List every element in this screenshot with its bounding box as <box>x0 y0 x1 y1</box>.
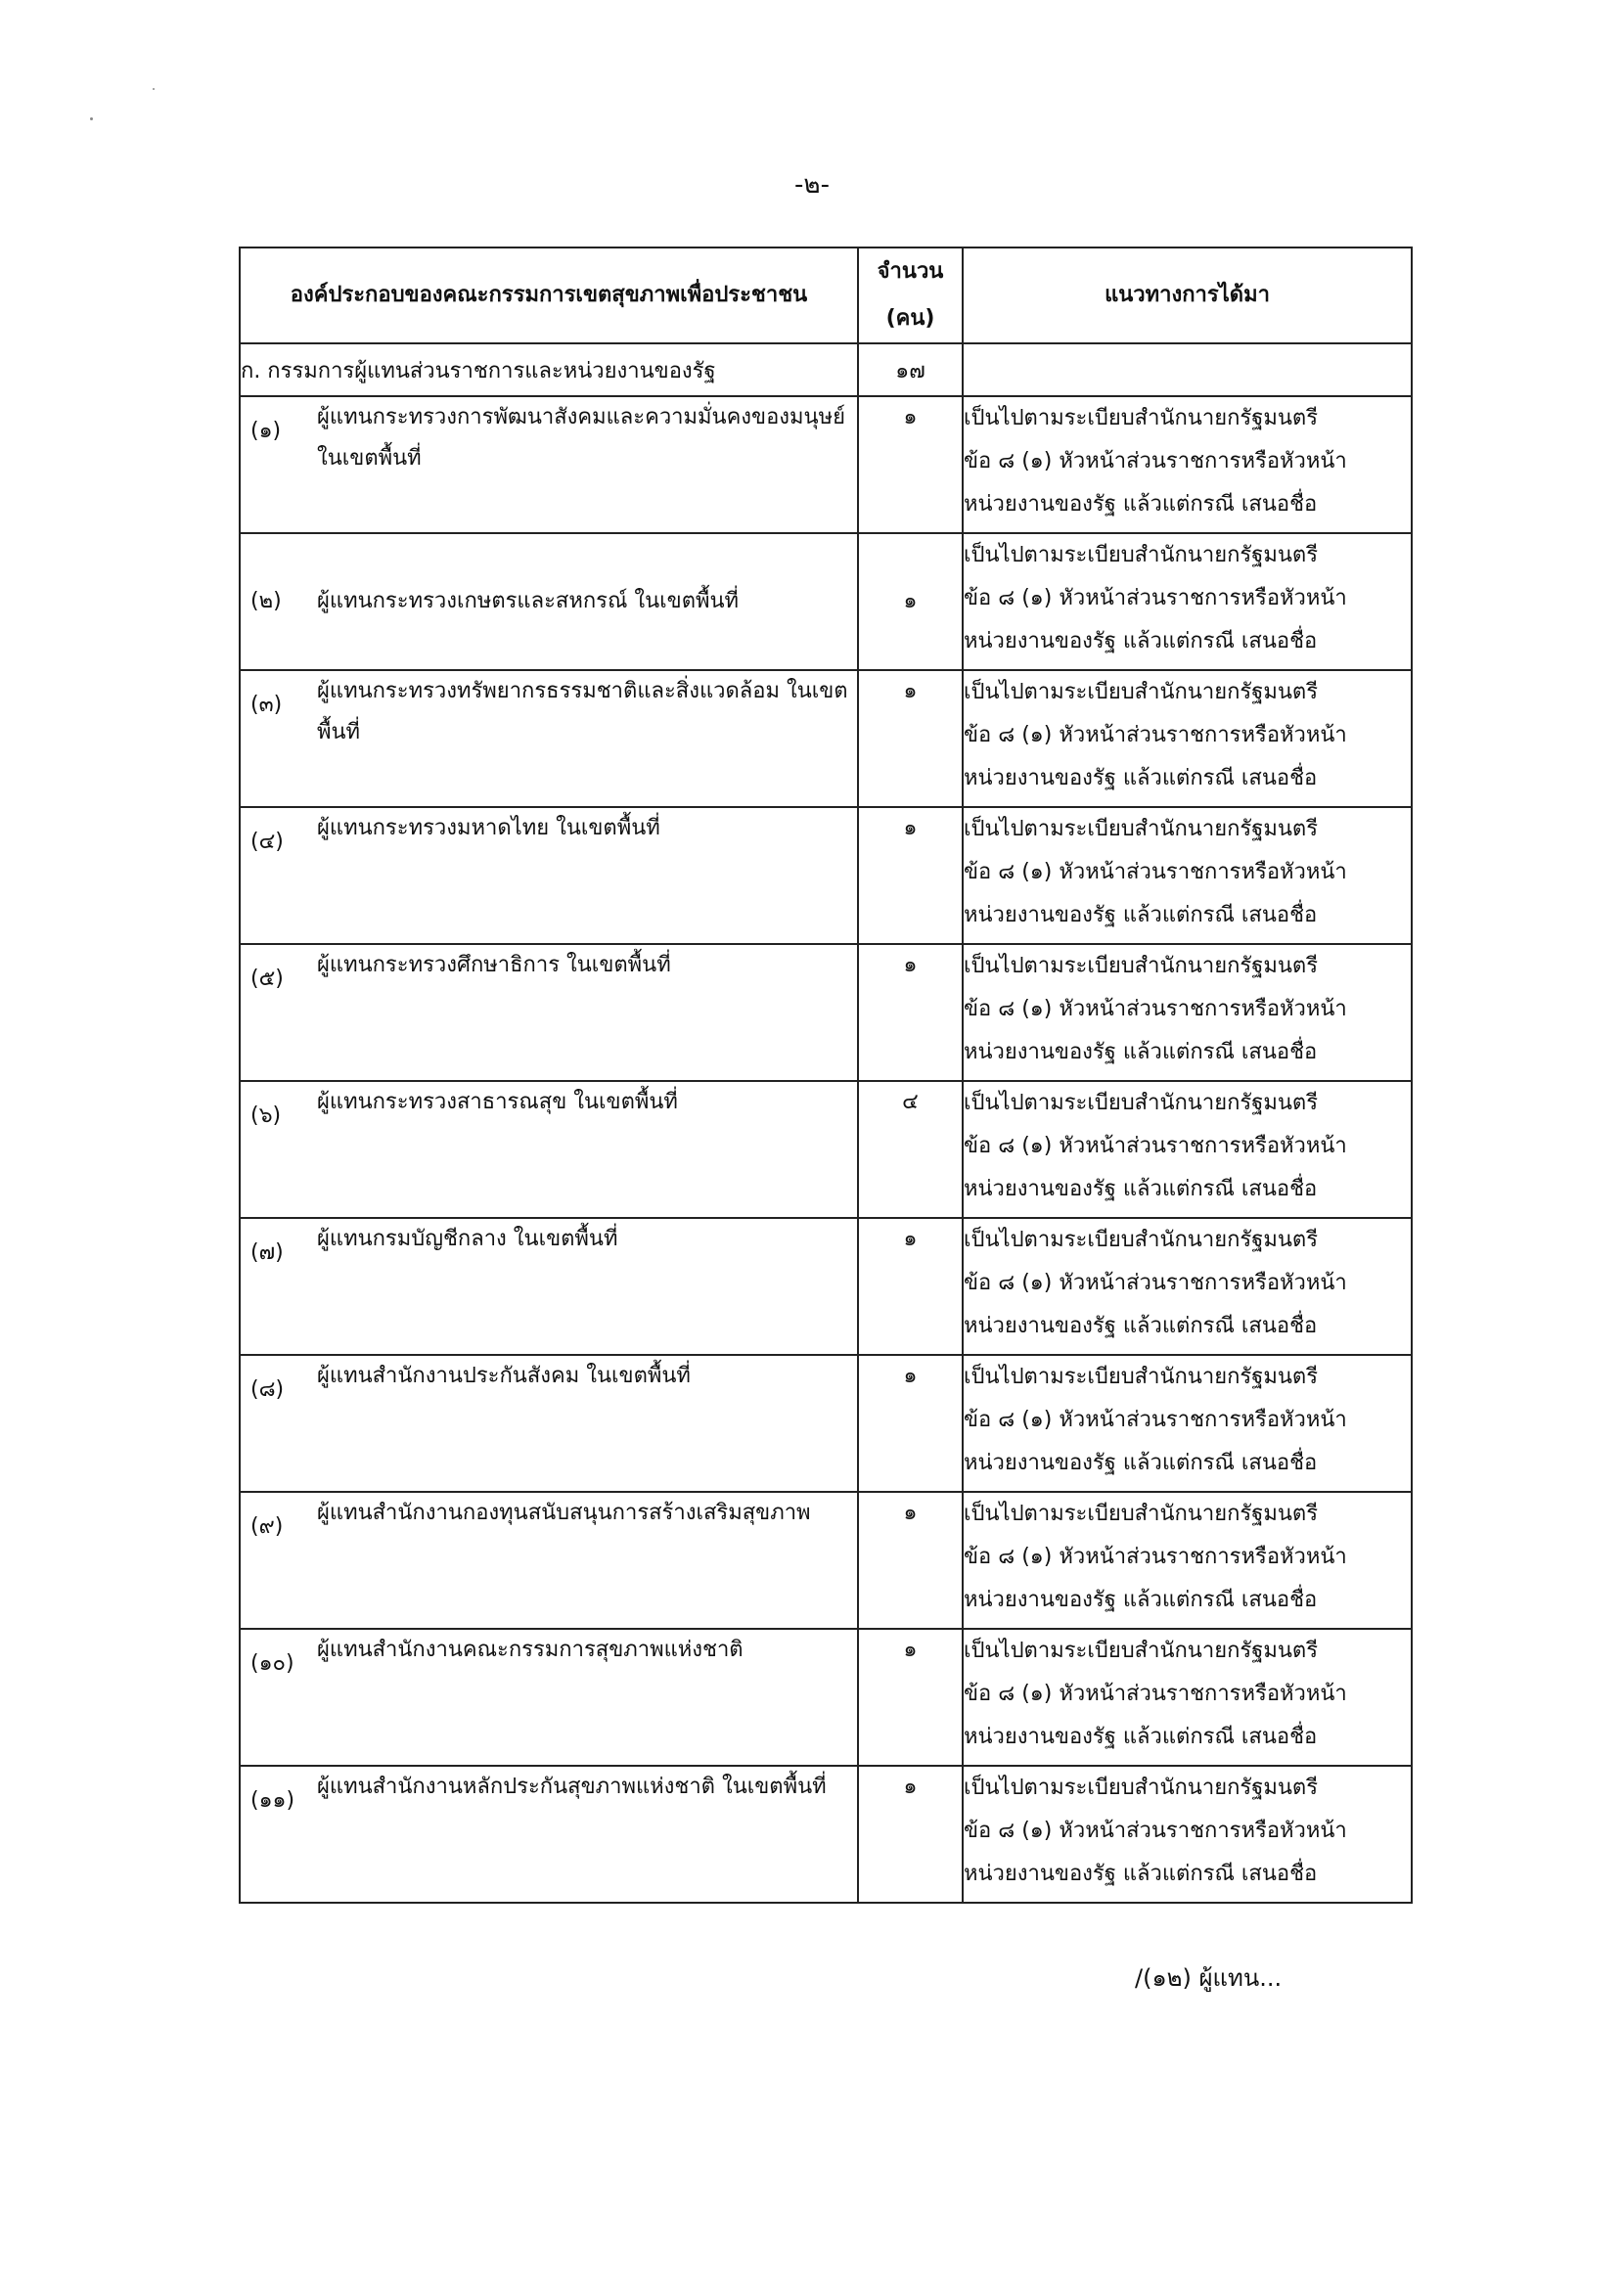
method-line: เป็นไปตามระเบียบสำนักนายกรัฐมนตรี <box>964 1365 1319 1389</box>
composition-cell <box>240 1766 858 1903</box>
row-quantity: ๑ <box>858 1629 963 1766</box>
row-number: (๔) <box>250 830 284 854</box>
page-number: -๒- <box>794 170 830 200</box>
method-line: ข้อ ๘ (๑) หัวหน้าส่วนราชการหรือหัวหน้า <box>964 723 1347 747</box>
row-text: ผู้แทนกรมบัญชีกลาง ในเขตพื้นที่ <box>317 1227 618 1251</box>
section-quantity: ๑๗ <box>858 343 963 396</box>
method-line: ข้อ ๘ (๑) หัวหน้าส่วนราชการหรือหัวหน้า <box>964 860 1347 884</box>
scan-speck <box>90 117 93 120</box>
composition-cell <box>240 1355 858 1492</box>
method-line: ข้อ ๘ (๑) หัวหน้าส่วนราชการหรือหัวหน้า <box>964 1682 1347 1706</box>
section-method-empty <box>963 343 1412 396</box>
row-number: (๕) <box>250 967 284 991</box>
row-text: ผู้แทนกระทรวงมหาดไทย ในเขตพื้นที่ <box>317 816 660 840</box>
header-method: แนวทางการได้มา <box>963 248 1412 343</box>
method-line: เป็นไปตามระเบียบสำนักนายกรัฐมนตรี <box>964 406 1319 430</box>
table-row <box>240 1355 1412 1492</box>
header-composition: องค์ประกอบของคณะกรรมการเขตสุขภาพเพื่อประชาชน <box>240 248 858 343</box>
table-row <box>240 944 1412 1081</box>
composition-cell <box>240 1629 858 1766</box>
table-row <box>240 1081 1412 1218</box>
row-text: ผู้แทนสำนักงานคณะกรรมการสุขภาพแห่งชาติ <box>317 1638 744 1662</box>
table-row <box>240 1629 1412 1766</box>
method-line: เป็นไปตามระเบียบสำนักนายกรัฐมนตรี <box>964 817 1319 841</box>
row-quantity: ๔ <box>858 1081 963 1218</box>
method-line: หน่วยงานของรัฐ แล้วแต่กรณี เสนอชื่อ <box>964 629 1318 653</box>
table-row <box>240 1492 1412 1629</box>
composition-cell <box>240 1492 858 1629</box>
method-line: หน่วยงานของรัฐ แล้วแต่กรณี เสนอชื่อ <box>964 1040 1318 1064</box>
row-number: (๒) <box>250 589 282 613</box>
method-line: หน่วยงานของรัฐ แล้วแต่กรณี เสนอชื่อ <box>964 1314 1318 1338</box>
row-quantity: ๑ <box>858 396 963 533</box>
row-quantity: ๑ <box>858 533 963 670</box>
table-row <box>240 533 1412 670</box>
row-text: ผู้แทนกระทรวงสาธารณสุข ในเขตพื้นที่ <box>317 1090 678 1114</box>
table-header-row <box>240 248 1412 343</box>
scan-speck <box>153 88 155 90</box>
method-line: เป็นไปตามระเบียบสำนักนายกรัฐมนตรี <box>964 1776 1319 1800</box>
section-row <box>240 343 1412 396</box>
row-text: ผู้แทนสำนักงานประกันสังคม ในเขตพื้นที่ <box>317 1364 691 1388</box>
row-text: ผู้แทนกระทรวงทรัพยากรธรรมชาติและสิ่งแวดล้อม ในเขตพื้นที่ <box>317 679 848 744</box>
row-quantity: ๑ <box>858 807 963 944</box>
method-line: หน่วยงานของรัฐ แล้วแต่กรณี เสนอชื่อ <box>964 1588 1318 1612</box>
header-quantity: จำนวน (คน) <box>858 248 963 343</box>
method-line: เป็นไปตามระเบียบสำนักนายกรัฐมนตรี <box>964 1091 1319 1115</box>
method-line: ข้อ ๘ (๑) หัวหน้าส่วนราชการหรือหัวหน้า <box>964 997 1347 1021</box>
row-quantity: ๑ <box>858 1766 963 1903</box>
method-line: ข้อ ๘ (๑) หัวหน้าส่วนราชการหรือหัวหน้า <box>964 1134 1347 1158</box>
section-label: ก. กรรมการผู้แทนส่วนราชการและหน่วยงานของรัฐ <box>240 343 858 396</box>
composition-cell <box>240 1218 858 1355</box>
method-line: เป็นไปตามระเบียบสำนักนายกรัฐมนตรี <box>964 1502 1319 1526</box>
row-method <box>963 1355 1412 1492</box>
row-number: (๓) <box>250 693 283 717</box>
method-line: เป็นไปตามระเบียบสำนักนายกรัฐมนตรี <box>964 1639 1319 1663</box>
method-line: ข้อ ๘ (๑) หัวหน้าส่วนราชการหรือหัวหน้า <box>964 449 1347 473</box>
method-line: หน่วยงานของรัฐ แล้วแต่กรณี เสนอชื่อ <box>964 492 1318 517</box>
method-line: หน่วยงานของรัฐ แล้วแต่กรณี เสนอชื่อ <box>964 1862 1318 1886</box>
method-line: เป็นไปตามระเบียบสำนักนายกรัฐมนตรี <box>964 1228 1319 1252</box>
composition-cell <box>240 807 858 944</box>
method-line: หน่วยงานของรัฐ แล้วแต่กรณี เสนอชื่อ <box>964 1725 1318 1749</box>
row-number: (๙) <box>250 1514 284 1539</box>
method-line: หน่วยงานของรัฐ แล้วแต่กรณี เสนอชื่อ <box>964 1177 1318 1201</box>
row-text: ผู้แทนกระทรวงเกษตรและสหกรณ์ ในเขตพื้นที่ <box>317 589 740 613</box>
row-quantity: ๑ <box>858 1492 963 1629</box>
row-text: ผู้แทนสำนักงานหลักประกันสุขภาพแห่งชาติ ในเขตพื้นที่ <box>317 1775 827 1799</box>
composition-cell <box>240 1081 858 1218</box>
table-row <box>240 807 1412 944</box>
method-line: ข้อ ๘ (๑) หัวหน้าส่วนราชการหรือหัวหน้า <box>964 1408 1347 1432</box>
method-line: เป็นไปตามระเบียบสำนักนายกรัฐมนตรี <box>964 954 1319 978</box>
row-quantity: ๑ <box>858 1355 963 1492</box>
continuation-note: /(๑๒) ผู้แทน... <box>1135 1964 1283 1992</box>
row-number: (๖) <box>250 1103 282 1128</box>
method-line: ข้อ ๘ (๑) หัวหน้าส่วนราชการหรือหัวหน้า <box>964 1271 1347 1295</box>
row-text: ผู้แทนกระทรวงการพัฒนาสังคมและความมั่นคงของมนุษย์ ในเขตพื้นที่ <box>317 405 845 471</box>
row-quantity: ๑ <box>858 670 963 807</box>
method-line: เป็นไปตามระเบียบสำนักนายกรัฐมนตรี <box>964 680 1319 704</box>
row-method <box>963 1629 1412 1766</box>
composition-cell <box>240 533 858 670</box>
row-number: (๑๑) <box>250 1788 295 1813</box>
row-method <box>963 670 1412 807</box>
method-line: หน่วยงานของรัฐ แล้วแต่กรณี เสนอชื่อ <box>964 1451 1318 1475</box>
row-method <box>963 1766 1412 1903</box>
composition-cell <box>240 944 858 1081</box>
table-row <box>240 1218 1412 1355</box>
row-method <box>963 944 1412 1081</box>
method-line: เป็นไปตามระเบียบสำนักนายกรัฐมนตรี <box>964 543 1319 567</box>
method-line: ข้อ ๘ (๑) หัวหน้าส่วนราชการหรือหัวหน้า <box>964 1819 1347 1843</box>
row-quantity: ๑ <box>858 1218 963 1355</box>
row-number: (๘) <box>250 1377 285 1402</box>
method-line: หน่วยงานของรัฐ แล้วแต่กรณี เสนอชื่อ <box>964 903 1318 927</box>
row-number: (๑๐) <box>250 1651 294 1676</box>
row-quantity: ๑ <box>858 944 963 1081</box>
row-number: (๗) <box>250 1240 284 1265</box>
table-row <box>240 396 1412 533</box>
table-row <box>240 670 1412 807</box>
method-line: หน่วยงานของรัฐ แล้วแต่กรณี เสนอชื่อ <box>964 766 1318 790</box>
row-method <box>963 1492 1412 1629</box>
row-method <box>963 1081 1412 1218</box>
composition-cell <box>240 396 858 533</box>
row-number: (๑) <box>250 419 282 443</box>
table-row <box>240 1766 1412 1903</box>
composition-cell <box>240 670 858 807</box>
row-method <box>963 396 1412 533</box>
row-method <box>963 807 1412 944</box>
composition-table <box>239 247 1413 1904</box>
row-text: ผู้แทนกระทรวงศึกษาธิการ ในเขตพื้นที่ <box>317 953 671 977</box>
row-method <box>963 533 1412 670</box>
row-text: ผู้แทนสำนักงานกองทุนสนับสนุนการสร้างเสริมสุขภาพ <box>317 1501 811 1525</box>
method-line: ข้อ ๘ (๑) หัวหน้าส่วนราชการหรือหัวหน้า <box>964 1545 1347 1569</box>
method-line: ข้อ ๘ (๑) หัวหน้าส่วนราชการหรือหัวหน้า <box>964 586 1347 610</box>
row-method <box>963 1218 1412 1355</box>
